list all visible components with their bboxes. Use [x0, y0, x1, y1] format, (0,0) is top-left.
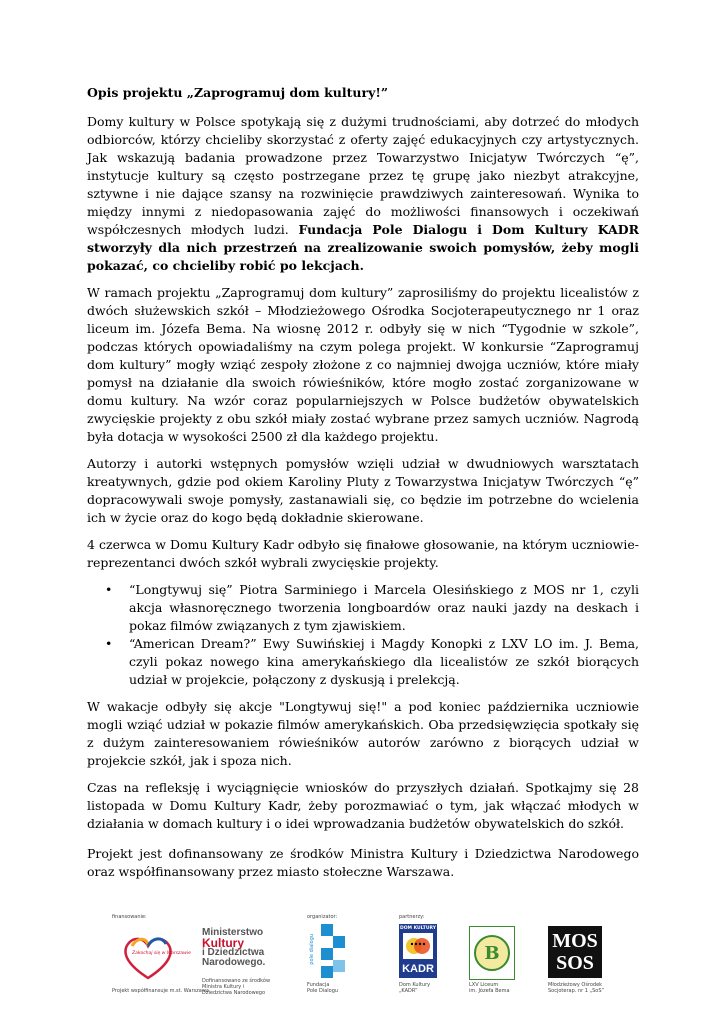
warsaw-mark: Zakochaj się w Warszawie [132, 951, 191, 956]
ministry-caption-3: Dziedzictwa Narodowego [202, 990, 266, 996]
bema-school-logo [469, 926, 515, 980]
kadr-logo [399, 924, 437, 978]
paragraph-voting: 4 czerwca w Domu Kultury Kadr odbyło się finałowe głosowanie, na którym uczniowie-reprezentanci dwóch szkół wybrali zwycięskie projekty. [87, 537, 639, 570]
mos-caption-1: Młodzieżowy Ośrodek [548, 982, 603, 988]
ministry-caption-1: Dofinansowano ze środków [202, 978, 271, 984]
kadr-word: KADR [402, 963, 434, 975]
bema-caption-2: im. Józefa Bema [469, 988, 510, 994]
document-body [87, 84, 639, 842]
warsaw-logo [118, 926, 191, 986]
paragraph-summer: W wakacje odbyły się akcje "Longtywuj się!" a pod koniec października uczniowie mogli wziąć udział w pokazie filmów amerykańskich. Oba przedsięwzięcia spotkały się z dużym zainteresowaniem rówieśników autorów zarówno z biorących udział w projekcie szkół, jak i spoza nich. [87, 699, 639, 768]
mos-caption-2: Socjoterap. nr 1 „SoS” [548, 988, 605, 994]
document-title: Opis projektu „Zaprogramuj dom kultury!” [87, 85, 389, 100]
winning-projects-list [87, 581, 639, 689]
paragraph-project: W ramach projektu „Zaprogramuj dom kultury” zaprosiliśmy do projektu licealistów z dwóch służewskich szkół – Młodzieżowego Ośrodka Socjoterapeutycznego nr 1 oraz liceum im. Józefa Bema. Na wiosnę 2012 r. odbyły się w nich “Tygodnie w szkole”, podczas których opowiadaliśmy na czym polega projekt. W konkursie “Zaprogramuj dom kultury” mogły wziąć zespoły złożone z co najmniej dwojga uczniów, które miały pomysł na działanie dla swoich rówieśników, które mogło zostać zorganizowane w domu kultury. Na wzór coraz popularniejszych w Polsce budżetów obywatelskich zwycięskie projekty z obu szkół miały zostać wybrane przez samych uczniów. Nagrodą była dotacja w wysokości 2500 zł dla każdego projektu. [87, 285, 639, 444]
kadr-caption-1: Dom Kultury [399, 982, 431, 988]
financing-label: finansowanie: [112, 914, 147, 920]
list-item: • “American Dream?” Ewy Suwińskiej i Magdy Konopki z LXV LO im. J. Bema, czyli pokaz nowego kina amerykańskiego dla licealistów ze szkół biorących udział w projekcie, połączony z dyskusją i prelekcją. [129, 635, 639, 689]
pole-caption-1: Fundacja [307, 982, 330, 988]
mos-sos-logo [548, 926, 602, 978]
organizer-label: organizator: [307, 914, 338, 920]
ministry-caption-2: Ministra Kultury i [202, 984, 245, 990]
pole-dialogu-logo [307, 924, 357, 980]
pole-caption-2: Pole Dialogu [307, 988, 339, 994]
sponsor-logos [112, 914, 612, 1014]
intro-text: Domy kultury w Polsce spotykają się z dużymi trudnościami, aby dotrzeć do młodych odbiorców, którzy chcieliby skorzystać z oferty zajęć edukacyjnych czy artystycznych. Jak wskazują badania prowadzone przez Towarzystwo Inicjatyw Twórczych “ę”, instytucje kultury są często postrzegane przez tę grupę jako niezbyt atrakcyjne, sztywne i nie dające szansy na rozwinięcie prawdziwych zainteresowań. Wynika to między innymi z niedopasowania zajęć do możliwości finansowych i oczekiwań współczesnych młodych ludzi. [87, 114, 639, 237]
bema-caption-1: LXV Liceum [469, 982, 499, 988]
mos-line1: MOS [552, 930, 598, 952]
list-item: • “Longtywuj się” Piotra Sarminiego i Marcela Olesińskiego z MOS nr 1, czyli akcja własnoręcznego tworzenia longboardów oraz nauki jazdy na deskach i pokaz filmów związanych z tym zjawiskiem. [129, 581, 639, 635]
paragraph-workshops: Autorzy i autorki wstępnych pomysłów wzięli udział w dwudniowych warsztatach kreatywnych, gdzie pod okiem Karoliny Pluty z Towarzystwa Inicjatyw Twórczych “ę” dopracowywali swoje pomysły, zastanawiali się, co będzie im potrzebne do wcielenia ich w życie oraz do kogo będą dokładnie skierowane. [87, 456, 639, 525]
partners-label: partnerzy: [399, 914, 425, 920]
warsaw-caption: Projekt współfinansuje m.st. Warszawa [112, 988, 209, 994]
paragraph-intro [87, 113, 639, 275]
ministry-line2: Kultury [202, 936, 244, 950]
bema-crest-icon [473, 934, 511, 972]
paragraph-invitation: Czas na refleksję i wyciągnięcie wniosków do przyszłych działań. Spotkajmy się 28 listopada w Domu Kultury Kadr, żeby porozmawiać o tym, jak włączać młodych w działania w domach kultury i o idei wprowadzania budżetów obywatelskich do szkół. [87, 780, 639, 831]
ministry-line1: Ministerstwo [202, 927, 264, 938]
intro-bold-text: Fundacja Pole Dialogu i Dom Kultury KADR stworzyły dla nich przestrzeń na zrealizowanie swoich pomysłów, żeby mogli pokazać, co chcieliby robić po lekcjach. [87, 222, 639, 273]
pole-dialogu-vertical: pole dialogu [309, 934, 315, 965]
kadr-top-text: DOM KULTURY [400, 926, 436, 931]
ministry-line4: Narodowego. [202, 957, 266, 968]
funding-note: Projekt jest dofinansowany ze środków Ministra Kultury i Dziedzictwa Narodowego oraz współfinansowany przez miasto stołeczne Warszawa. [87, 846, 639, 879]
svg-text:B: B [484, 943, 500, 964]
ministry-logo [202, 928, 282, 984]
ministry-line3: i Dziedzictwa [202, 947, 265, 958]
kadr-caption-2: „KADR” [399, 988, 418, 994]
mos-line2: SOS [556, 952, 594, 974]
theatre-masks-icon [403, 933, 433, 959]
